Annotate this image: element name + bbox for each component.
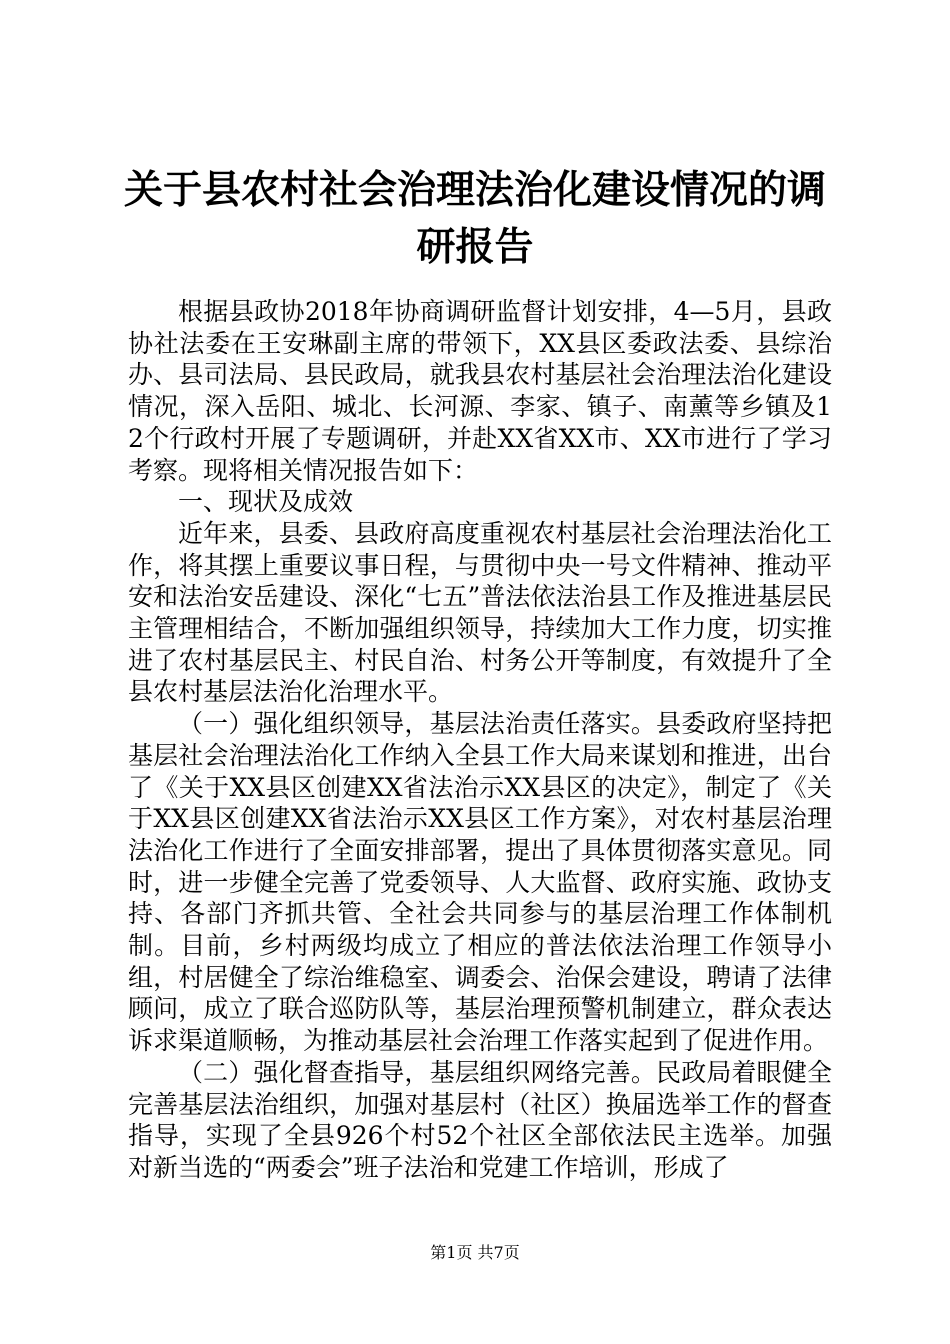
section-heading-status: 一、现状及成效 [178,487,354,517]
paragraph-intro: 根据县政协2018年协商调研监督计划安排，4—5月，县政协社法委在王安琳副主席的带领下，XX县区委政法委、县综治办、县司法局、县民政局，就我县农村基层社会治理法治化建设情况，深入岳阳、城北、长河源、李家、镇子、南薰等乡镇及12个行政村开展了专题调研，并赴XX省XX市、XX市进行了学习考察。现将相关情况报告如下： [128,297,832,485]
page-number-footer: 第1页 共7页 [430,1243,520,1262]
paragraph-organization-leadership: （一）强化组织领导，基层法治责任落实。县委政府坚持把基层社会治理法治化工作纳入全县工作大局来谋划和推进，出台了《关于XX县区创建XX省法治示XX县区的决定》，制定了《关于XX县区创建XX省法治示XX县区工作方案》，对农村基层治理法治化工作进行了全面安排部署，提出了具体贯彻落实意见。同时，进一步健全完善了党委领导、人大监督、政府实施、政协支持、各部门齐抓共管、全社会共同参与的基层治理工作体制机制。目前，乡村两级均成立了相应的普法依法治理工作领导小组，村居健全了综治维稳室、调委会、治保会建设，聘请了法律顾问，成立了联合巡防队等，基层治理预警机制建立，群众表达诉求渠道顺畅，为推动基层社会治理工作落实起到了促进作用。 [128,709,832,1056]
document-title: 关于县农村社会治理法治化建设情况的调研报告 [123,168,826,270]
document-body [128,296,832,1184]
paragraph-supervision-guidance: （二）强化督查指导，基层组织网络完善。民政局着眼健全完善基层法治组织，加强对基层村（社区）换届选举工作的督查指导，实现了全县926个村52个社区全部依法民主选举。加强对新当选的“两委会”班子法治和党建工作培训，形成了 [128,1057,832,1182]
paragraph-status-overview: 近年来，县委、县政府高度重视农村基层社会治理法治化工作，将其摆上重要议事日程，与贯彻中央一号文件精神、推动平安和法治安岳建设、深化“七五”普法依法治县工作及推进基层民主管理相结合，不断加强组织领导，持续加大工作力度，切实推进了农村基层民主、村民自治、村务公开等制度，有效提升了全县农村基层法治化治理水平。 [128,518,832,707]
